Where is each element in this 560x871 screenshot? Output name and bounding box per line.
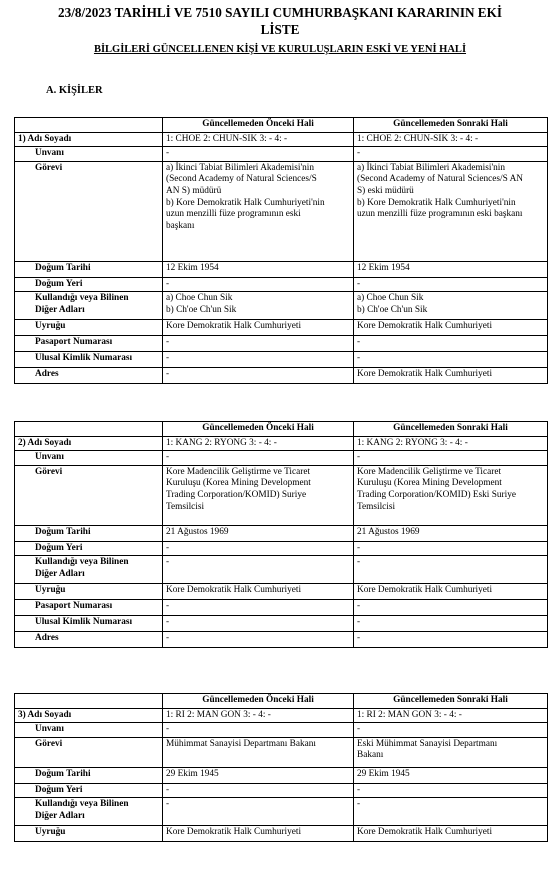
- row-adres: [15, 632, 548, 648]
- row-dogum-tarihi: [15, 767, 548, 783]
- name-before: 1: CHOE 2: CHUN-SIK 3: - 4: -: [163, 132, 354, 147]
- section-heading: A. KİŞİLER: [46, 85, 103, 96]
- adres-before: -: [163, 632, 354, 648]
- row-kimlik: [15, 352, 548, 368]
- header-after: Güncellemeden Sonraki Hali: [354, 118, 548, 133]
- label-uyruk: Uyruğu: [15, 826, 163, 842]
- text-line: Kuruluşu (Korea Mining Development: [357, 478, 502, 489]
- label-dogum-yeri: Doğum Yeri: [15, 783, 163, 798]
- diger-before: [163, 798, 354, 826]
- diger-after: [354, 798, 548, 826]
- text-line: Kuruluşu (Korea Mining Development: [166, 478, 311, 489]
- row-uyruk: [15, 320, 548, 336]
- text-line: -: [357, 557, 361, 568]
- name-before: 1: RI 2: MAN GON 3: - 4: -: [163, 708, 354, 723]
- diger-after: [354, 556, 548, 584]
- label-dogum-yeri: Doğum Yeri: [15, 541, 163, 556]
- label-adres: Adres: [15, 632, 163, 648]
- record-table-1: [14, 117, 548, 384]
- gorev-before: [163, 737, 354, 767]
- dogum-after: 29 Ekim 1945: [354, 767, 548, 783]
- header-after: Güncellemeden Sonraki Hali: [354, 694, 548, 709]
- text-line: Trading Corporation/KOMID) Eski Suriye: [357, 489, 516, 500]
- dogum-before: 21 Ağustos 1969: [163, 525, 354, 541]
- label-kimlik: Ulusal Kimlik Numarası: [15, 352, 163, 368]
- label-kimlik: Ulusal Kimlik Numarası: [15, 616, 163, 632]
- name-before: 1: KANG 2: RYONG 3: - 4: -: [163, 436, 354, 451]
- label-line: Diğer Adları: [35, 568, 85, 579]
- header-after: Güncellemeden Sonraki Hali: [354, 422, 548, 437]
- record-table-2: [14, 421, 548, 648]
- unvan-after: -: [354, 147, 548, 162]
- row-diger-adlar: [15, 798, 548, 826]
- label-diger-adlar: [15, 292, 163, 320]
- text-line: -: [166, 799, 170, 810]
- text-line: uzun menzilli füze programının eski: [166, 209, 301, 220]
- header-blank: [15, 118, 163, 133]
- row-gorev: [15, 737, 548, 767]
- document-title: [0, 4, 560, 38]
- unvan-after: -: [354, 451, 548, 466]
- label-name: 1) Adı Soyadı: [15, 132, 163, 147]
- label-unvan: Unvanı: [15, 147, 163, 162]
- label-name: 3) Adı Soyadı: [15, 708, 163, 723]
- row-uyruk: [15, 826, 548, 842]
- text-line: -: [357, 799, 361, 810]
- kimlik-after: -: [354, 616, 548, 632]
- title-line-1: 23/8/2023 TARİHLİ VE 7510 SAYILI CUMHURBAŞKANI KARARININ EKİ: [58, 5, 502, 20]
- row-kimlik: [15, 616, 548, 632]
- label-gorev: Görevi: [15, 465, 163, 525]
- record-table-3: [14, 693, 548, 842]
- yer-after: -: [354, 783, 548, 798]
- text-line: b) Ch'oe Ch'un Sik: [166, 304, 237, 315]
- text-line: Trading Corporation/KOMID) Suriye: [166, 489, 307, 500]
- name-after: 1: CHOE 2: CHUN-SIK 3: - 4: -: [354, 132, 548, 147]
- label-diger-adlar: [15, 798, 163, 826]
- uyruk-before: Kore Demokratik Halk Cumhuriyeti: [163, 584, 354, 600]
- label-pasaport: Pasaport Numarası: [15, 336, 163, 352]
- row-unvan: [15, 723, 548, 738]
- title-line-2: LİSTE: [260, 22, 300, 37]
- label-name: 2) Adı Soyadı: [15, 436, 163, 451]
- text-line: (Second Academy of Natural Sciences/S: [166, 174, 317, 185]
- kimlik-after: -: [354, 352, 548, 368]
- text-line: b) Ch'oe Ch'un Sik: [357, 304, 428, 315]
- text-line: a) İkinci Tabiat Bilimleri Akademisi'nin: [357, 162, 506, 173]
- text-line: a) Choe Chun Sik: [166, 293, 233, 304]
- label-pasaport: Pasaport Numarası: [15, 600, 163, 616]
- row-diger-adlar: [15, 556, 548, 584]
- header-before: Güncellemeden Önceki Hali: [163, 118, 354, 133]
- gorev-after: [354, 465, 548, 525]
- label-line: Diğer Adları: [35, 810, 85, 821]
- label-line: Kullandığı veya Bilinen: [35, 557, 129, 568]
- yer-after: -: [354, 541, 548, 556]
- label-adres: Adres: [15, 368, 163, 384]
- pasaport-after: -: [354, 600, 548, 616]
- name-after: 1: KANG 2: RYONG 3: - 4: -: [354, 436, 548, 451]
- text-line: başkanı: [166, 220, 195, 231]
- header-row: [15, 694, 548, 709]
- text-line: Eski Mühimmat Sanayisi Departmanı: [357, 738, 498, 749]
- yer-after: -: [354, 277, 548, 292]
- row-dogum-tarihi: [15, 261, 548, 277]
- label-uyruk: Uyruğu: [15, 320, 163, 336]
- label-dogum-tarihi: Doğum Tarihi: [15, 261, 163, 277]
- yer-before: -: [163, 541, 354, 556]
- uyruk-after: Kore Demokratik Halk Cumhuriyeti: [354, 826, 548, 842]
- document-subtitle: BİLGİLERİ GÜNCELLENEN KİŞİ VE KURULUŞLARIN ESKİ VE YENİ HALİ: [93, 44, 467, 55]
- header-row: [15, 118, 548, 133]
- row-name: [15, 132, 548, 147]
- pasaport-after: -: [354, 336, 548, 352]
- kimlik-before: -: [163, 352, 354, 368]
- row-pasaport: [15, 600, 548, 616]
- label-dogum-tarihi: Doğum Tarihi: [15, 525, 163, 541]
- dogum-before: 29 Ekim 1945: [163, 767, 354, 783]
- label-diger-adlar: [15, 556, 163, 584]
- unvan-before: -: [163, 147, 354, 162]
- text-line: b) Kore Demokratik Halk Cumhuriyeti'nin: [166, 197, 325, 208]
- label-line: Diğer Adları: [35, 304, 85, 315]
- header-blank: [15, 694, 163, 709]
- header-blank: [15, 422, 163, 437]
- adres-after: Kore Demokratik Halk Cumhuriyeti: [354, 368, 548, 384]
- gorev-after: [354, 737, 548, 767]
- row-pasaport: [15, 336, 548, 352]
- label-unvan: Unvanı: [15, 451, 163, 466]
- text-line: a) İkinci Tabiat Bilimleri Akademisi'nin: [166, 162, 315, 173]
- label-dogum-tarihi: Doğum Tarihi: [15, 767, 163, 783]
- row-unvan: [15, 451, 548, 466]
- text-line: Temsilcisi: [166, 501, 205, 512]
- text-line: Bakanı: [357, 750, 384, 761]
- label-line: Kullandığı veya Bilinen: [35, 293, 129, 304]
- uyruk-before: Kore Demokratik Halk Cumhuriyeti: [163, 320, 354, 336]
- header-before: Güncellemeden Önceki Hali: [163, 422, 354, 437]
- dogum-after: 21 Ağustos 1969: [354, 525, 548, 541]
- row-name: [15, 436, 548, 451]
- uyruk-before: Kore Demokratik Halk Cumhuriyeti: [163, 826, 354, 842]
- gorev-after: [354, 161, 548, 261]
- unvan-after: -: [354, 723, 548, 738]
- text-line: Kore Madencilik Geliştirme ve Ticaret: [166, 466, 311, 477]
- row-name: [15, 708, 548, 723]
- label-unvan: Unvanı: [15, 723, 163, 738]
- diger-before: [163, 292, 354, 320]
- text-line: S) eski müdürü: [357, 185, 414, 196]
- row-dogum-yeri: [15, 541, 548, 556]
- dogum-before: 12 Ekim 1954: [163, 261, 354, 277]
- text-line: -: [166, 557, 170, 568]
- label-dogum-yeri: Doğum Yeri: [15, 277, 163, 292]
- dogum-after: 12 Ekim 1954: [354, 261, 548, 277]
- label-line: Kullandığı veya Bilinen: [35, 799, 129, 810]
- adres-before: -: [163, 368, 354, 384]
- name-after: 1: RI 2: MAN GON 3: - 4: -: [354, 708, 548, 723]
- uyruk-after: Kore Demokratik Halk Cumhuriyeti: [354, 584, 548, 600]
- text-line: Mühimmat Sanayisi Departmanı Bakanı: [166, 738, 317, 749]
- adres-after: -: [354, 632, 548, 648]
- gorev-before: [163, 161, 354, 261]
- text-line: b) Kore Demokratik Halk Cumhuriyeti'nin: [357, 197, 516, 208]
- label-gorev: Görevi: [15, 161, 163, 261]
- row-unvan: [15, 147, 548, 162]
- text-line: uzun menzilli füze programının eski başkanı: [357, 209, 523, 220]
- yer-before: -: [163, 277, 354, 292]
- diger-before: [163, 556, 354, 584]
- text-line: Temsilcisi: [357, 501, 396, 512]
- row-uyruk: [15, 584, 548, 600]
- row-gorev: [15, 465, 548, 525]
- header-row: [15, 422, 548, 437]
- pasaport-before: -: [163, 336, 354, 352]
- text-line: a) Choe Chun Sik: [357, 293, 424, 304]
- text-line: (Second Academy of Natural Sciences/S AN: [357, 174, 524, 185]
- header-before: Güncellemeden Önceki Hali: [163, 694, 354, 709]
- diger-after: [354, 292, 548, 320]
- text-line: Kore Madencilik Geliştirme ve Ticaret: [357, 466, 502, 477]
- unvan-before: -: [163, 723, 354, 738]
- row-gorev: [15, 161, 548, 261]
- text-line: AN S) müdürü: [166, 185, 222, 196]
- kimlik-before: -: [163, 616, 354, 632]
- row-adres: [15, 368, 548, 384]
- label-gorev: Görevi: [15, 737, 163, 767]
- row-dogum-yeri: [15, 783, 548, 798]
- row-dogum-tarihi: [15, 525, 548, 541]
- label-uyruk: Uyruğu: [15, 584, 163, 600]
- row-dogum-yeri: [15, 277, 548, 292]
- unvan-before: -: [163, 451, 354, 466]
- gorev-before: [163, 465, 354, 525]
- pasaport-before: -: [163, 600, 354, 616]
- uyruk-after: Kore Demokratik Halk Cumhuriyeti: [354, 320, 548, 336]
- row-diger-adlar: [15, 292, 548, 320]
- yer-before: -: [163, 783, 354, 798]
